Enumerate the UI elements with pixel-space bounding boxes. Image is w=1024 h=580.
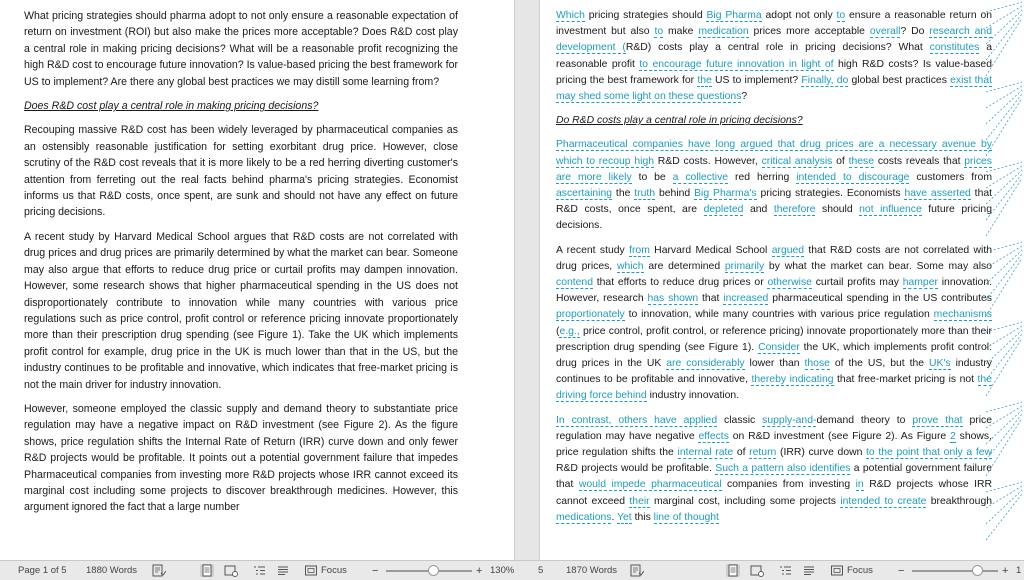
text-segment: to be xyxy=(631,171,673,183)
text-segment: should xyxy=(815,204,860,216)
edit-highlight[interactable]: have asserted xyxy=(904,188,971,200)
text-segment: innovation. However, research xyxy=(556,277,992,305)
edit-highlight[interactable]: Finally, do xyxy=(801,74,849,86)
right-paragraph-4 xyxy=(556,413,992,526)
zoom-out-icon[interactable]: − xyxy=(372,565,379,577)
edit-connector-line xyxy=(986,494,1022,540)
edit-highlight[interactable]: these xyxy=(848,155,875,167)
edit-highlight[interactable]: mechanisms xyxy=(933,309,992,321)
edit-highlight[interactable]: Yet xyxy=(617,511,632,523)
text-segment: a reasonable profit xyxy=(556,42,992,70)
edit-highlight[interactable]: intended to discourage xyxy=(796,171,910,183)
edit-highlight[interactable]: UK's xyxy=(929,358,951,370)
zoom-slider-track-right[interactable] xyxy=(912,570,998,572)
edit-highlight[interactable]: research and development ( xyxy=(556,26,992,54)
focus-button-right[interactable]: Focus xyxy=(847,565,873,576)
edit-highlight[interactable]: has shown xyxy=(647,293,699,305)
edit-highlight[interactable]: medication xyxy=(698,26,749,38)
text-segment: R&D projects whose IRR cannot exceed xyxy=(556,479,992,507)
edit-highlight[interactable]: to encourage future innovation in light of xyxy=(639,58,834,70)
edit-highlight[interactable]: in xyxy=(855,479,864,491)
edit-highlight[interactable]: effects xyxy=(698,430,729,442)
edit-highlight[interactable]: Pharmaceutical companies have long argued that drug prices are a necessary avenue by which to recoup high xyxy=(556,139,992,167)
text-segment: shows, price regulation shifts the xyxy=(556,430,992,459)
edit-highlight[interactable]: thereby indicating xyxy=(751,374,834,386)
left-document-page[interactable] xyxy=(0,0,514,560)
edit-highlight[interactable]: to xyxy=(836,10,846,21)
text-segment: by what the market can bear. Some may also xyxy=(764,260,992,272)
edit-connector-line xyxy=(986,14,1022,60)
focus-icon[interactable] xyxy=(304,564,318,577)
text-segment: . xyxy=(611,511,618,523)
edit-highlight[interactable]: Which xyxy=(556,10,585,21)
text-segment: are determined xyxy=(643,260,725,272)
edit-highlight[interactable]: return xyxy=(749,447,777,459)
edit-highlight[interactable]: not influence xyxy=(859,204,922,216)
edit-connector-line xyxy=(986,6,1022,28)
edit-connector-lines xyxy=(986,0,1024,560)
word-count[interactable]: 1880 Words xyxy=(86,565,138,576)
zoom-in-icon[interactable]: + xyxy=(476,565,483,577)
outline-icon[interactable] xyxy=(778,564,792,577)
focus-button[interactable]: Focus xyxy=(321,565,347,576)
edit-highlight[interactable]: prices are more likely xyxy=(556,155,992,183)
edit-highlight[interactable]: hamper xyxy=(902,277,938,289)
outline-icon[interactable] xyxy=(252,564,266,577)
edit-highlight[interactable]: supply-and- xyxy=(762,414,817,426)
edit-connector-line xyxy=(986,414,1022,460)
edit-highlight[interactable]: which xyxy=(616,260,644,272)
edit-highlight[interactable]: the driving force behind xyxy=(556,374,992,402)
edit-highlight[interactable]: intended to create xyxy=(840,495,927,507)
edit-highlight[interactable]: otherwise xyxy=(767,277,812,289)
text-segment: marginal cost, including some projects xyxy=(649,495,841,507)
status-bar xyxy=(0,560,1024,580)
edit-highlight[interactable]: Big Pharma xyxy=(706,10,762,21)
edit-highlight[interactable]: Consider xyxy=(758,341,800,353)
edit-highlight[interactable]: depleted xyxy=(703,204,744,216)
text-segment: pricing strategies should xyxy=(584,10,707,21)
edit-highlight[interactable]: their xyxy=(629,495,650,507)
text-segment: (IRR) curve down xyxy=(776,447,867,459)
text-segment: high R&D costs? Is value-based pricing the best framework for xyxy=(556,58,992,86)
text-segment: Harvard Medical School xyxy=(649,244,772,256)
text-segment: costs reveals that xyxy=(874,155,965,167)
edit-highlight[interactable]: line of thought xyxy=(653,511,719,523)
focus-icon[interactable] xyxy=(830,564,844,577)
edit-highlight[interactable]: increased xyxy=(723,293,769,305)
intro-paragraph: What pricing strategies should pharma adopt to not only ensure a reasonable expectation of return on investment (ROI) but also make the prices more acceptable? Does R&D cost play a central role in making pricing decisions? What will be a reasonable profit recognizing the high R&D cost to encourage future innovation? Is value-based pricing the best framework for US to implement? Are there any global best practices we may distill some learning from? xyxy=(24,10,458,88)
edit-connector-line xyxy=(986,406,1022,428)
zoom-slider-thumb[interactable] xyxy=(428,565,439,576)
section-heading-right xyxy=(556,113,992,129)
edit-highlight[interactable]: primarily xyxy=(724,260,765,272)
zoom-level-right[interactable]: 1 xyxy=(1016,565,1022,576)
zoom-slider-thumb-right[interactable] xyxy=(972,565,983,576)
text-segment: curtail profits may xyxy=(811,277,903,289)
edit-connector-line xyxy=(986,482,1022,492)
edit-connector-line xyxy=(986,246,1022,268)
text-segment: adopt not only xyxy=(761,10,837,21)
edit-highlight[interactable]: Such a pattern also identifies xyxy=(715,463,851,475)
right-document-page[interactable] xyxy=(540,0,1024,560)
edit-highlight[interactable]: In contrast, others have applied xyxy=(556,414,718,426)
edit-highlight[interactable]: from xyxy=(629,244,650,256)
text-segment: a potential government failure that xyxy=(556,463,992,491)
text-segment: of xyxy=(832,155,849,167)
edit-highlight[interactable]: to xyxy=(654,26,664,38)
text-segment: of the US, but the xyxy=(829,358,930,370)
left-document-text[interactable] xyxy=(24,8,458,524)
edit-highlight[interactable]: constitutes xyxy=(929,42,980,54)
text-segment: on R&D investment (see Figure 2). As Figure xyxy=(728,430,951,442)
page-count-right[interactable]: 5 xyxy=(538,565,544,576)
edit-connector-line xyxy=(986,322,1022,332)
edit-highlight[interactable]: are considerably xyxy=(666,358,745,370)
text-segment: lower than xyxy=(744,358,805,370)
text-segment: prices more acceptable xyxy=(748,26,870,38)
zoom-in-icon[interactable]: + xyxy=(1002,565,1009,577)
print-layout-icon[interactable] xyxy=(200,564,214,577)
text-segment: price control, profit control, or reference pricing) innovate proportionately more than their prescription drug spending (see Figure 1). xyxy=(556,325,992,353)
text-segment: US to implement? xyxy=(711,74,802,86)
word-count-right[interactable]: 1870 Words xyxy=(566,565,618,576)
edit-connector-line xyxy=(986,254,1022,300)
print-layout-icon[interactable] xyxy=(726,564,740,577)
pane-divider[interactable] xyxy=(514,0,540,560)
edit-highlight[interactable]: medications xyxy=(556,511,612,523)
text-segment: make xyxy=(663,26,699,38)
text-segment: Do R&D costs play a central role in pricing decisions? xyxy=(556,115,803,127)
text-segment: future pricing decisions. xyxy=(556,204,992,232)
edit-connector-line xyxy=(986,82,1022,92)
edit-highlight[interactable]: proportionately xyxy=(556,309,625,321)
text-segment: ( xyxy=(556,325,560,337)
edit-connector-line xyxy=(986,166,1022,188)
right-document-text[interactable] xyxy=(556,8,992,534)
edit-highlight[interactable]: Big Pharma's xyxy=(694,188,757,200)
text-segment: industry continues to be profitable and innovative, xyxy=(556,358,992,386)
text-segment: to innovation, while many countries with various price regulation xyxy=(624,309,934,321)
text-segment: and xyxy=(743,204,774,216)
edit-highlight[interactable]: exist that may shed some light on these questions xyxy=(556,74,992,103)
edit-connector-line xyxy=(986,334,1022,380)
body-paragraph-2: A recent study by Harvard Medical School argues that R&D costs are not correlated with drug prices and drug prices are primarily determined by what the market can bear. Someone may also argue that efforts to reduce drug price or curtail profits may dampen innovation. However, some research shows that higher pharmaceutical spending in the US does not disproportionately contribute to innovation while many countries with various price regulations such as price control, profit control or reference pricing innovate proportionately more than their prescription drug spending (see Figure 1). Take the UK which implements profit control for example, drug price in the UK is much lower than that in the US, but the industry continues to be profitable and innovative, which indicates that free-market pricing is not the main driver for industry innovation. xyxy=(24,230,458,391)
edit-connector-line xyxy=(986,402,1022,412)
text-segment: companies from investing xyxy=(721,479,856,491)
text-segment: that free-market pricing is not xyxy=(833,374,978,386)
text-segment: ? xyxy=(741,91,748,103)
edit-connector-line xyxy=(986,94,1022,140)
web-layout-icon[interactable] xyxy=(224,564,238,577)
body-paragraph-1: Recouping massive R&D cost has been widely leveraged by pharmaceutical companies as an ostensibly reasonable justification for setting exorbitant drug price. However, close scrutiny of the R&D cost reveals that it is more likely to be a red herring diverting customer's attention from ferreting out the real facts behind pharma's pricing strategies. Economist informs us that R&D costs, once spent, are sunk and should not have any effect on future pricing decisions. xyxy=(24,124,458,219)
text-segment: A recent study xyxy=(556,244,630,256)
edit-highlight[interactable]: a collective xyxy=(672,171,729,183)
edit-highlight[interactable]: would impede pharmaceutical xyxy=(578,479,722,491)
text-segment: R&D costs. However, xyxy=(654,155,762,167)
right-paragraph-0 xyxy=(556,8,992,105)
edit-highlight[interactable]: truth xyxy=(634,188,656,200)
zoom-level[interactable]: 130% xyxy=(490,565,515,576)
edit-highlight[interactable]: therefore xyxy=(773,204,816,216)
text-segment: the UK, which implements profit control: drug prices in the UK xyxy=(556,341,992,370)
text-segment: R&D) costs play a central role in pricing decisions? What xyxy=(625,42,930,54)
text-segment: pricing strategies. Economists xyxy=(756,188,905,200)
edit-highlight[interactable]: the xyxy=(697,74,712,86)
text-segment: price regulation may have negative xyxy=(556,414,993,442)
edit-highlight[interactable]: critical analysis xyxy=(761,155,833,167)
edit-connector-line xyxy=(986,326,1022,348)
edit-highlight[interactable]: e.g., xyxy=(559,325,580,337)
text-segment: ensure a reasonable return on investment but also xyxy=(556,10,993,38)
edit-highlight[interactable]: argued xyxy=(771,244,805,256)
text-segment: global best practices xyxy=(848,74,951,86)
text-segment: this xyxy=(631,511,654,523)
text-segment: breakthrough xyxy=(926,495,993,507)
edit-connector-line xyxy=(986,162,1022,172)
section-heading: Does R&D cost play a central role in making pricing decisions? xyxy=(24,100,319,113)
text-segment: customers from xyxy=(909,171,992,183)
draft-icon[interactable] xyxy=(276,564,290,577)
zoom-out-icon[interactable]: − xyxy=(898,565,905,577)
text-segment: ? Do xyxy=(900,26,930,38)
edit-connector-line xyxy=(986,486,1022,508)
body-paragraph-3: However, someone employed the classic supply and demand theory to substantiate price regulation may have a negative impact on R&D investment (see Figure 2). As the figure shows, price regulation shifts the Internal Rate of Return (IRR) curve down and only fewer R&D projects would be profitable. It points out a potential government failure that impedes Pharmaceutical companies from investing more R&D projects whose IRR cannot exceed its marginal cost including some projects to discover breakthrough medicines. However, this argument ignored the fact that a large number xyxy=(24,402,458,514)
text-segment: of xyxy=(733,447,750,459)
edit-connector-line xyxy=(986,490,1022,524)
web-layout-icon[interactable] xyxy=(750,564,764,577)
edit-connector-line xyxy=(986,2,1022,12)
text-segment: demand theory to xyxy=(816,414,913,426)
edit-highlight[interactable]: those xyxy=(804,358,830,370)
text-segment: red herring xyxy=(728,171,797,183)
proofing-icon[interactable] xyxy=(152,564,166,577)
text-segment: industry innovation. xyxy=(646,390,740,402)
text-segment: that efforts to reduce drug prices or xyxy=(592,277,768,289)
edit-highlight[interactable]: ascertaining xyxy=(556,188,613,200)
text-segment: that xyxy=(698,293,724,305)
edit-highlight[interactable]: prove that xyxy=(912,414,963,426)
draft-icon[interactable] xyxy=(802,564,816,577)
proofing-icon[interactable] xyxy=(630,564,644,577)
right-paragraph-3 xyxy=(556,243,992,405)
text-segment: R&D projects would be profitable. xyxy=(556,463,716,475)
edit-connector-line xyxy=(986,242,1022,252)
edit-highlight[interactable]: contend xyxy=(556,277,593,289)
page-count[interactable]: Page 1 of 5 xyxy=(18,565,67,576)
edit-highlight[interactable]: internal rate xyxy=(677,447,734,459)
text-segment: pharmaceutical spending in the US contributes xyxy=(768,293,993,305)
edit-connector-line xyxy=(986,174,1022,220)
right-paragraph-2 xyxy=(556,137,992,234)
text-segment: the xyxy=(612,188,635,200)
text-segment: behind xyxy=(655,188,695,200)
text-segment: that R&D costs, once spent, are xyxy=(556,188,993,216)
text-segment: that R&D costs are not correlated with drug prices, xyxy=(556,244,993,272)
edit-connector-line xyxy=(986,86,1022,108)
edit-highlight[interactable]: overall xyxy=(869,26,901,38)
edit-highlight[interactable]: to the point that only a few xyxy=(866,447,992,459)
edit-highlight[interactable]: 2 xyxy=(950,430,956,442)
text-segment: classic xyxy=(717,414,763,426)
